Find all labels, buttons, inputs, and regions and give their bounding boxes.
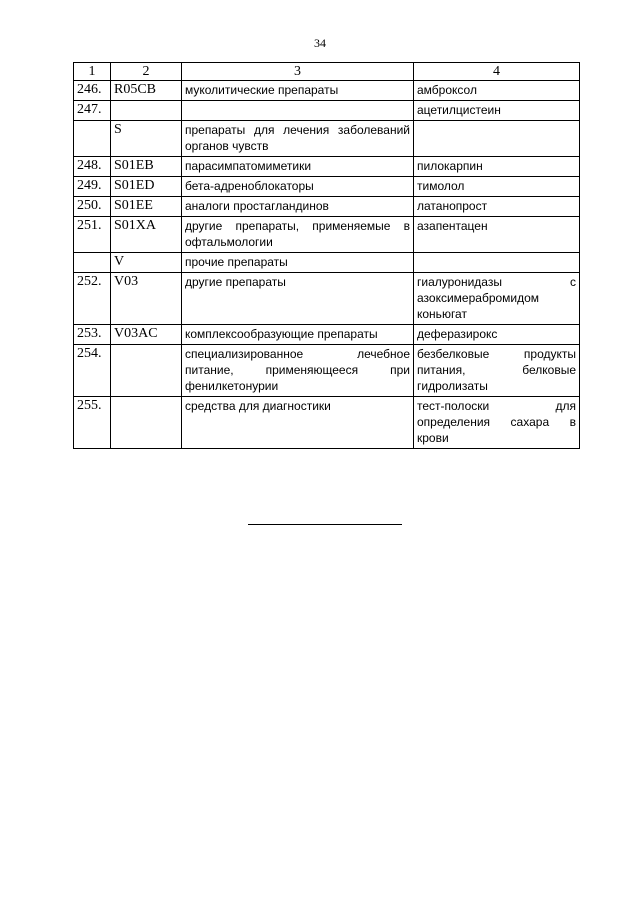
drug-group: препараты для лечения заболеваний органов чувств xyxy=(182,121,414,157)
atc-code xyxy=(111,345,182,397)
atc-code: V03AC xyxy=(111,325,182,345)
table-row xyxy=(74,397,580,449)
atc-code: S xyxy=(111,121,182,157)
atc-code: R05CB xyxy=(111,81,182,101)
atc-code: V03 xyxy=(111,273,182,325)
table-header-row xyxy=(74,63,580,81)
row-number xyxy=(74,253,111,273)
header-cell: 2 xyxy=(111,63,182,81)
row-number: 248. xyxy=(74,157,111,177)
table-row xyxy=(74,325,580,345)
row-number: 251. xyxy=(74,217,111,253)
table-row xyxy=(74,121,580,157)
atc-code: V xyxy=(111,253,182,273)
row-number: 255. xyxy=(74,397,111,449)
drug-group: прочие препараты xyxy=(182,253,414,273)
row-number xyxy=(74,121,111,157)
page-number: 34 xyxy=(314,36,326,50)
drug-name: деферазирокс xyxy=(414,325,580,345)
table-row xyxy=(74,253,580,273)
drug-group: аналоги простагландинов xyxy=(182,197,414,217)
drug-group: другие препараты xyxy=(182,273,414,325)
table-row xyxy=(74,177,580,197)
drug-name: азапентацен xyxy=(414,217,580,253)
drug-group: бета-адреноблокаторы xyxy=(182,177,414,197)
drug-name: гиалуронидазы с азоксимерабромидом коньюгат xyxy=(414,273,580,325)
drug-group: парасимпатомиметики xyxy=(182,157,414,177)
header-cell: 3 xyxy=(182,63,414,81)
drug-name: ацетилцистеин xyxy=(414,101,580,121)
row-number: 249. xyxy=(74,177,111,197)
header-cell: 1 xyxy=(74,63,111,81)
drug-name: безбелковые продукты питания, белковые гидролизаты xyxy=(414,345,580,397)
drug-name: латанопрост xyxy=(414,197,580,217)
drug-name xyxy=(414,121,580,157)
row-number: 253. xyxy=(74,325,111,345)
drug-group: комплексообразующие препараты xyxy=(182,325,414,345)
drug-name: тест-полоски для определения сахара в крови xyxy=(414,397,580,449)
drug-group: специализированное лечебное питание, применяющееся при фенилкетонурии xyxy=(182,345,414,397)
drug-table xyxy=(73,62,580,449)
table-row xyxy=(74,217,580,253)
row-number: 250. xyxy=(74,197,111,217)
table-row xyxy=(74,273,580,325)
drug-group: муколитические препараты xyxy=(182,81,414,101)
atc-code: S01EB xyxy=(111,157,182,177)
drug-name xyxy=(414,253,580,273)
drug-name: амброксол xyxy=(414,81,580,101)
atc-code xyxy=(111,397,182,449)
table-row xyxy=(74,157,580,177)
header-cell: 4 xyxy=(414,63,580,81)
row-number: 252. xyxy=(74,273,111,325)
drug-name: тимолол xyxy=(414,177,580,197)
drug-group: другие препараты, применяемые в офтальмологии xyxy=(182,217,414,253)
atc-code: S01ED xyxy=(111,177,182,197)
table-row xyxy=(74,101,580,121)
row-number: 247. xyxy=(74,101,111,121)
atc-code xyxy=(111,101,182,121)
drug-name: пилокарпин xyxy=(414,157,580,177)
atc-code: S01EE xyxy=(111,197,182,217)
atc-code: S01XA xyxy=(111,217,182,253)
table-row xyxy=(74,197,580,217)
end-of-document-rule xyxy=(248,524,402,525)
drug-group: средства для диагностики xyxy=(182,397,414,449)
row-number: 246. xyxy=(74,81,111,101)
table-row xyxy=(74,345,580,397)
drug-group xyxy=(182,101,414,121)
table-row xyxy=(74,81,580,101)
row-number: 254. xyxy=(74,345,111,397)
